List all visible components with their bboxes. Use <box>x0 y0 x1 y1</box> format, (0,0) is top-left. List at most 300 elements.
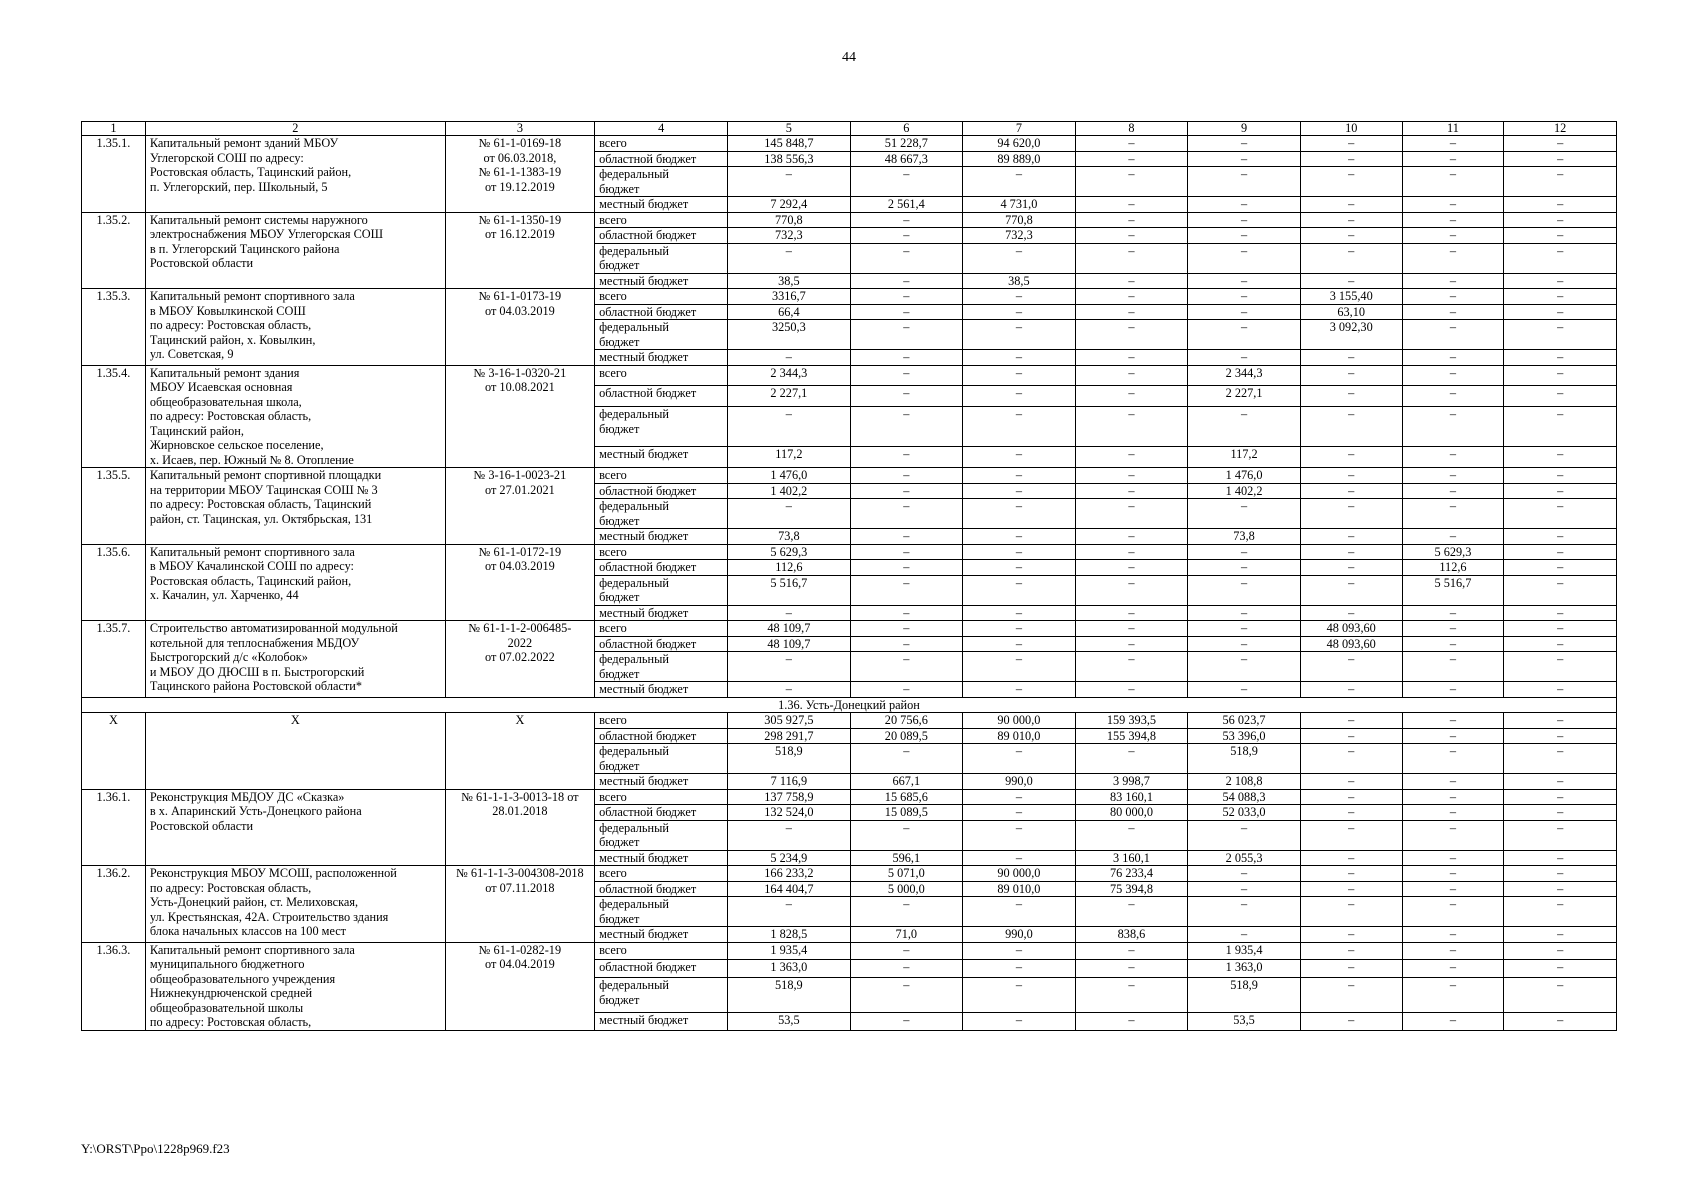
budget-type: федеральный бюджет <box>595 320 728 350</box>
budget-type: всего <box>595 942 728 960</box>
budget-type: всего <box>595 365 728 386</box>
value-cell: – <box>1504 350 1617 366</box>
value-cell: – <box>850 350 963 366</box>
column-header: 2 <box>145 122 445 136</box>
value-cell: – <box>1402 212 1504 228</box>
value-cell: 63,10 <box>1300 304 1402 320</box>
value-cell: – <box>1075 575 1188 605</box>
value-cell: – <box>1402 621 1504 637</box>
value-cell: – <box>850 212 963 228</box>
table-row <box>82 212 1617 228</box>
budget-type: федеральный бюджет <box>595 820 728 850</box>
value-cell: – <box>1188 820 1301 850</box>
value-cell: – <box>850 897 963 927</box>
value-cell: – <box>1075 228 1188 244</box>
value-cell: 15 685,6 <box>850 789 963 805</box>
table-body <box>82 122 1617 1031</box>
value-cell: 38,5 <box>963 273 1076 289</box>
budget-type: всего <box>595 621 728 637</box>
value-cell: 1 402,2 <box>1188 483 1301 499</box>
value-cell: – <box>963 744 1076 774</box>
value-cell: – <box>1188 682 1301 698</box>
value-cell: – <box>850 652 963 682</box>
value-cell: – <box>963 605 1076 621</box>
value-cell: – <box>963 1012 1076 1030</box>
value-cell: – <box>1504 636 1617 652</box>
document-number: № 61-1-1350-19 от 16.12.2019 <box>445 212 594 289</box>
value-cell: 90 000,0 <box>963 713 1076 729</box>
budget-type: областной бюджет <box>595 151 728 167</box>
budget-type: областной бюджет <box>595 881 728 897</box>
value-cell: 145 848,7 <box>728 136 850 152</box>
value-cell: – <box>850 468 963 484</box>
project-name: Капитальный ремонт системы наружного электроснабжения МБОУ Углегорская СОШ в п. Углегорский Тацинского района Ростовской области <box>145 212 445 289</box>
value-cell: – <box>850 621 963 637</box>
column-header: 10 <box>1300 122 1402 136</box>
value-cell: – <box>1188 304 1301 320</box>
value-cell: – <box>1075 407 1188 447</box>
document-number: № 3-16-1-0320-21 от 10.08.2021 <box>445 365 594 468</box>
value-cell: – <box>1504 447 1617 468</box>
value-cell: – <box>1300 447 1402 468</box>
value-cell: – <box>1075 447 1188 468</box>
project-name: Капитальный ремонт здания МБОУ Исаевская основная общеобразовательная школа, по адресу: Ростовская область, Тацинский район, Жирновское сельское поселение, х. Исаев, пер. Южный № 8. Отопление <box>145 365 445 468</box>
row-number: X <box>82 713 146 790</box>
value-cell: – <box>1504 605 1617 621</box>
value-cell: 596,1 <box>850 850 963 866</box>
value-cell: – <box>1402 197 1504 213</box>
page-number: 44 <box>842 50 856 65</box>
value-cell: – <box>1188 927 1301 943</box>
value-cell: – <box>1504 713 1617 729</box>
project-name: Строительство автоматизированной модульной котельной для теплоснабжения МБДОУ Быстрогорский д/с «Колобок» и МБОУ ДО ДЮСШ в п. Быстрогорский Тацинского района Ростовской области* <box>145 621 445 698</box>
value-cell: 5 516,7 <box>728 575 850 605</box>
value-cell: – <box>963 636 1076 652</box>
value-cell: 2 227,1 <box>728 386 850 407</box>
value-cell: 53,5 <box>1188 1012 1301 1030</box>
value-cell: 94 620,0 <box>963 136 1076 152</box>
value-cell: 838,6 <box>1075 927 1188 943</box>
row-number: 1.36.2. <box>82 866 146 943</box>
value-cell: – <box>963 850 1076 866</box>
value-cell: – <box>1075 682 1188 698</box>
value-cell: – <box>1188 320 1301 350</box>
value-cell: 1 363,0 <box>728 960 850 978</box>
value-cell: – <box>728 682 850 698</box>
value-cell: – <box>1300 228 1402 244</box>
value-cell: – <box>850 942 963 960</box>
value-cell: 770,8 <box>728 212 850 228</box>
value-cell: – <box>728 350 850 366</box>
value-cell: 5 234,9 <box>728 850 850 866</box>
value-cell: – <box>1504 468 1617 484</box>
value-cell: – <box>728 167 850 197</box>
budget-type: всего <box>595 136 728 152</box>
value-cell: 54 088,3 <box>1188 789 1301 805</box>
value-cell: 38,5 <box>728 273 850 289</box>
value-cell: – <box>1188 243 1301 273</box>
value-cell: – <box>1504 850 1617 866</box>
value-cell: 1 476,0 <box>1188 468 1301 484</box>
value-cell: 7 116,9 <box>728 774 850 790</box>
value-cell: – <box>1402 350 1504 366</box>
value-cell: – <box>850 544 963 560</box>
value-cell: – <box>1188 151 1301 167</box>
column-header: 1 <box>82 122 146 136</box>
value-cell: – <box>1504 805 1617 821</box>
value-cell: – <box>1300 365 1402 386</box>
value-cell: – <box>1300 212 1402 228</box>
value-cell: 112,6 <box>728 560 850 576</box>
value-cell: – <box>1504 682 1617 698</box>
value-cell: 90 000,0 <box>963 866 1076 882</box>
value-cell: – <box>963 897 1076 927</box>
value-cell: 137 758,9 <box>728 789 850 805</box>
value-cell: – <box>1402 365 1504 386</box>
value-cell: – <box>850 386 963 407</box>
value-cell: – <box>1075 386 1188 407</box>
row-number: 1.35.2. <box>82 212 146 289</box>
value-cell: – <box>1188 575 1301 605</box>
value-cell: 5 629,3 <box>728 544 850 560</box>
value-cell: 48 109,7 <box>728 621 850 637</box>
column-header: 5 <box>728 122 850 136</box>
value-cell: 53 396,0 <box>1188 728 1301 744</box>
value-cell: – <box>1504 621 1617 637</box>
value-cell: – <box>963 960 1076 978</box>
table-row <box>82 365 1617 386</box>
value-cell: – <box>963 167 1076 197</box>
value-cell: – <box>1300 1012 1402 1030</box>
value-cell: 2 344,3 <box>728 365 850 386</box>
value-cell: 48 093,60 <box>1300 636 1402 652</box>
value-cell: – <box>1504 386 1617 407</box>
value-cell: – <box>1188 621 1301 637</box>
value-cell: – <box>1402 151 1504 167</box>
value-cell: – <box>963 447 1076 468</box>
value-cell: – <box>1504 1012 1617 1030</box>
budget-type: местный бюджет <box>595 682 728 698</box>
value-cell: 15 089,5 <box>850 805 963 821</box>
value-cell: – <box>1504 897 1617 927</box>
value-cell: – <box>1402 320 1504 350</box>
budget-table <box>81 121 1617 1031</box>
value-cell: – <box>850 636 963 652</box>
column-header: 6 <box>850 122 963 136</box>
value-cell: 89 889,0 <box>963 151 1076 167</box>
value-cell: – <box>1504 320 1617 350</box>
value-cell: – <box>1504 243 1617 273</box>
value-cell: – <box>1504 228 1617 244</box>
budget-type: областной бюджет <box>595 805 728 821</box>
value-cell: 132 524,0 <box>728 805 850 821</box>
value-cell: 518,9 <box>728 744 850 774</box>
column-header: 4 <box>595 122 728 136</box>
row-number: 1.36.1. <box>82 789 146 866</box>
value-cell: 56 023,7 <box>1188 713 1301 729</box>
table-row <box>82 544 1617 560</box>
value-cell: 73,8 <box>728 529 850 545</box>
value-cell: – <box>1300 605 1402 621</box>
document-number: № 3-16-1-0023-21 от 27.01.2021 <box>445 468 594 545</box>
value-cell: – <box>1402 881 1504 897</box>
row-number: 1.35.3. <box>82 289 146 366</box>
value-cell: 5 629,3 <box>1402 544 1504 560</box>
value-cell: – <box>850 483 963 499</box>
section-title: 1.36. Усть-Донецкий район <box>82 697 1617 713</box>
value-cell: – <box>1402 136 1504 152</box>
value-cell: – <box>1504 942 1617 960</box>
value-cell: 5 516,7 <box>1402 575 1504 605</box>
value-cell: – <box>963 386 1076 407</box>
value-cell: – <box>1504 483 1617 499</box>
value-cell: – <box>1300 483 1402 499</box>
value-cell: 2 561,4 <box>850 197 963 213</box>
value-cell: – <box>1402 228 1504 244</box>
value-cell: – <box>1504 365 1617 386</box>
value-cell: – <box>850 560 963 576</box>
value-cell: – <box>1504 560 1617 576</box>
project-name: X <box>145 713 445 790</box>
value-cell: – <box>963 289 1076 305</box>
value-cell: – <box>1504 407 1617 447</box>
budget-type: областной бюджет <box>595 304 728 320</box>
value-cell: – <box>1504 881 1617 897</box>
value-cell: – <box>1075 960 1188 978</box>
value-cell: – <box>1300 407 1402 447</box>
value-cell: 1 476,0 <box>728 468 850 484</box>
budget-type: всего <box>595 789 728 805</box>
table-row <box>82 713 1617 729</box>
budget-type: всего <box>595 713 728 729</box>
value-cell: – <box>1075 636 1188 652</box>
value-cell: 138 556,3 <box>728 151 850 167</box>
value-cell: – <box>1188 897 1301 927</box>
value-cell: 2 227,1 <box>1188 386 1301 407</box>
value-cell: 155 394,8 <box>1075 728 1188 744</box>
value-cell: – <box>1402 407 1504 447</box>
value-cell: – <box>1188 350 1301 366</box>
value-cell: – <box>1402 897 1504 927</box>
row-number: 1.35.6. <box>82 544 146 621</box>
budget-type: областной бюджет <box>595 560 728 576</box>
value-cell: 518,9 <box>728 978 850 1013</box>
value-cell: – <box>1075 350 1188 366</box>
value-cell: – <box>1300 897 1402 927</box>
value-cell: – <box>1188 289 1301 305</box>
budget-type: федеральный бюджет <box>595 978 728 1013</box>
value-cell: – <box>1188 136 1301 152</box>
budget-type: местный бюджет <box>595 350 728 366</box>
value-cell: – <box>1300 713 1402 729</box>
value-cell: 80 000,0 <box>1075 805 1188 821</box>
value-cell: 3 160,1 <box>1075 850 1188 866</box>
value-cell: – <box>850 447 963 468</box>
value-cell: – <box>1402 1012 1504 1030</box>
budget-type: областной бюджет <box>595 728 728 744</box>
value-cell: – <box>1188 499 1301 529</box>
value-cell: – <box>963 529 1076 545</box>
value-cell: – <box>963 560 1076 576</box>
value-cell: 5 071,0 <box>850 866 963 882</box>
column-header: 11 <box>1402 122 1504 136</box>
budget-type: местный бюджет <box>595 774 728 790</box>
value-cell: – <box>1188 544 1301 560</box>
value-cell: – <box>1188 560 1301 576</box>
value-cell: 732,3 <box>728 228 850 244</box>
value-cell: – <box>728 243 850 273</box>
value-cell: – <box>850 1012 963 1030</box>
row-number: 1.35.1. <box>82 136 146 213</box>
value-cell: – <box>850 228 963 244</box>
row-number: 1.35.4. <box>82 365 146 468</box>
value-cell: – <box>1504 820 1617 850</box>
value-cell: 770,8 <box>963 212 1076 228</box>
value-cell: 159 393,5 <box>1075 713 1188 729</box>
value-cell: 48 667,3 <box>850 151 963 167</box>
project-name: Реконструкция МБДОУ ДС «Сказка» в х. Апаринский Усть-Донецкого района Ростовской области <box>145 789 445 866</box>
value-cell: 71,0 <box>850 927 963 943</box>
table-row <box>82 866 1617 882</box>
budget-type: областной бюджет <box>595 386 728 407</box>
value-cell: – <box>1504 789 1617 805</box>
value-cell: – <box>850 499 963 529</box>
value-cell: – <box>1402 942 1504 960</box>
budget-type: всего <box>595 289 728 305</box>
document-number: № 61-1-1-2-006485- 2022 от 07.02.2022 <box>445 621 594 698</box>
value-cell: – <box>1300 866 1402 882</box>
value-cell: – <box>963 789 1076 805</box>
value-cell: – <box>1075 289 1188 305</box>
value-cell: – <box>1402 447 1504 468</box>
table-row <box>82 468 1617 484</box>
table-row <box>82 621 1617 637</box>
value-cell: – <box>1402 304 1504 320</box>
value-cell: – <box>1075 212 1188 228</box>
value-cell: – <box>1504 744 1617 774</box>
value-cell: – <box>1300 850 1402 866</box>
value-cell: – <box>963 942 1076 960</box>
value-cell: 66,4 <box>728 304 850 320</box>
value-cell: – <box>1402 652 1504 682</box>
value-cell: – <box>1504 978 1617 1013</box>
value-cell: 3 155,40 <box>1300 289 1402 305</box>
value-cell: – <box>1402 789 1504 805</box>
value-cell: – <box>850 575 963 605</box>
value-cell: 2 344,3 <box>1188 365 1301 386</box>
value-cell: – <box>1402 483 1504 499</box>
document-number: X <box>445 713 594 790</box>
value-cell: – <box>850 320 963 350</box>
value-cell: – <box>1300 544 1402 560</box>
value-cell: – <box>1300 575 1402 605</box>
table-row <box>82 289 1617 305</box>
value-cell: – <box>1504 866 1617 882</box>
value-cell: – <box>1402 978 1504 1013</box>
budget-type: всего <box>595 468 728 484</box>
value-cell: 305 927,5 <box>728 713 850 729</box>
value-cell: 732,3 <box>963 228 1076 244</box>
value-cell: – <box>728 605 850 621</box>
value-cell: – <box>963 468 1076 484</box>
document-number: № 61-1-0173-19 от 04.03.2019 <box>445 289 594 366</box>
budget-type: местный бюджет <box>595 447 728 468</box>
value-cell: – <box>1402 820 1504 850</box>
value-cell: – <box>1300 243 1402 273</box>
value-cell: 3250,3 <box>728 320 850 350</box>
value-cell: – <box>1504 212 1617 228</box>
value-cell: 51 228,7 <box>850 136 963 152</box>
document-number: № 61-1-0169-18 от 06.03.2018, № 61-1-1383-19 от 19.12.2019 <box>445 136 594 213</box>
value-cell: – <box>1075 544 1188 560</box>
value-cell: 3316,7 <box>728 289 850 305</box>
budget-type: местный бюджет <box>595 529 728 545</box>
value-cell: – <box>1188 866 1301 882</box>
column-header: 12 <box>1504 122 1617 136</box>
value-cell: – <box>1504 960 1617 978</box>
value-cell: – <box>1075 365 1188 386</box>
document-number: № 61-1-1-3-004308-2018 от 07.11.2018 <box>445 866 594 943</box>
value-cell: 117,2 <box>1188 447 1301 468</box>
value-cell: – <box>1075 978 1188 1013</box>
value-cell: – <box>1402 744 1504 774</box>
budget-type: местный бюджет <box>595 197 728 213</box>
value-cell: – <box>963 365 1076 386</box>
budget-type: федеральный бюджет <box>595 167 728 197</box>
value-cell: – <box>963 652 1076 682</box>
value-cell: 1 828,5 <box>728 927 850 943</box>
value-cell: 52 033,0 <box>1188 805 1301 821</box>
value-cell: – <box>1300 499 1402 529</box>
value-cell: – <box>1300 151 1402 167</box>
value-cell: – <box>1300 927 1402 943</box>
value-cell: – <box>1188 212 1301 228</box>
value-cell: – <box>1300 744 1402 774</box>
value-cell: – <box>1188 881 1301 897</box>
value-cell: – <box>1075 151 1188 167</box>
value-cell: – <box>1075 273 1188 289</box>
project-name: Капитальный ремонт зданий МБОУ Углегорской СОШ по адресу: Ростовская область, Тацинский район, п. Углегорский, пер. Школьный, 5 <box>145 136 445 213</box>
table-row <box>82 942 1617 960</box>
value-cell: 990,0 <box>963 774 1076 790</box>
value-cell: – <box>1300 682 1402 698</box>
budget-type: областной бюджет <box>595 636 728 652</box>
project-name: Капитальный ремонт спортивного зала муниципального бюджетного общеобразовательного учреждения Нижнекундрюченской средней общеобразовательной школы по адресу: Ростовская область, <box>145 942 445 1030</box>
column-header: 7 <box>963 122 1076 136</box>
column-header: 8 <box>1075 122 1188 136</box>
value-cell: – <box>1504 575 1617 605</box>
value-cell: – <box>1504 529 1617 545</box>
value-cell: – <box>1504 273 1617 289</box>
value-cell: – <box>1075 744 1188 774</box>
value-cell: – <box>1075 820 1188 850</box>
value-cell: – <box>1402 167 1504 197</box>
value-cell: 20 089,5 <box>850 728 963 744</box>
value-cell: – <box>1075 560 1188 576</box>
project-name: Капитальный ремонт спортивного зала в МБОУ Качалинской СОШ по адресу: Ростовская область, Тацинский район, х. Качалин, ул. Харченко, 44 <box>145 544 445 621</box>
value-cell: – <box>963 499 1076 529</box>
budget-type: федеральный бюджет <box>595 407 728 447</box>
value-cell: – <box>1075 605 1188 621</box>
value-cell: – <box>1300 197 1402 213</box>
value-cell: – <box>1075 942 1188 960</box>
value-cell: – <box>1504 774 1617 790</box>
value-cell: – <box>1504 304 1617 320</box>
value-cell: – <box>1504 728 1617 744</box>
value-cell: – <box>1300 386 1402 407</box>
value-cell: – <box>1075 529 1188 545</box>
budget-type: областной бюджет <box>595 483 728 499</box>
